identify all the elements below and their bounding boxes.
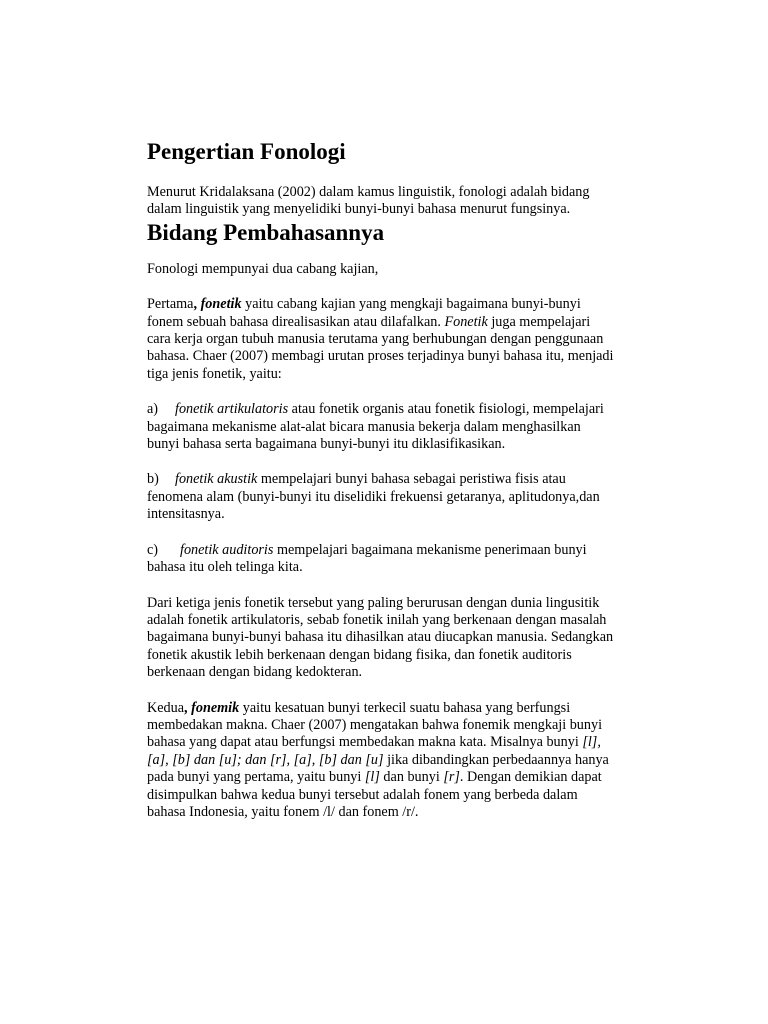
text-line: adalah fonetik artikulatoris, sebab fonetik inilah yang berkenaan dengan masalah — [147, 611, 607, 628]
text-line: cara kerja organ tubuh manusia terutama yang berhubungan dengan penggunaan — [147, 331, 604, 348]
document-body — [147, 138, 667, 821]
paragraph-definition — [147, 184, 667, 219]
list-label: c) — [147, 541, 159, 558]
list-item-a — [147, 401, 667, 453]
text-line: bahasa. Chaer (2007) membagi urutan proses terjadinya bunyi bahasa itu, menjadi — [147, 348, 614, 365]
paragraph-first-fonetik — [147, 296, 667, 383]
text-line: mempelajari bunyi bahasa sebagai peristiwa fisis atau — [257, 471, 566, 488]
list-item-b — [147, 471, 667, 523]
term-fonetik: fonetik — [200, 296, 242, 313]
text-lead: Pertama — [147, 296, 194, 313]
text-line: dalam linguistik yang menyelidiki bunyi-bunyi bahasa menurut fungsinya. — [147, 201, 571, 218]
text-line: . Dengan demikian dapat — [459, 769, 602, 786]
text-line: Menurut Kridalaksana (2002) dalam kamus linguistik, fonologi adalah bidang — [147, 184, 590, 200]
text-line: bagaimana bunyi-bunyi bahasa itu dihasilkan atau diucapkan manusia. Sedangkan — [147, 629, 614, 646]
heading-pengertian-fonologi: Pengertian Fonologi — [147, 139, 346, 164]
text-line: yaitu kesatuan bunyi terkecil suatu bahasa yang berfungsi — [239, 699, 571, 716]
text-line: bagaimana mekanisme alat-alat bicara manusia bekerja dalam menghasilkan — [147, 418, 581, 435]
text-line: berkenaan dengan bidang kedokteran. — [147, 664, 363, 681]
phoneme-example: [a], [b] dan [u]; dan [r], [a], [b] dan [u] — [147, 751, 384, 768]
term-fonetik-auditoris: fonetik auditoris — [180, 541, 274, 558]
text-line: mempelajari bagaimana mekanisme penerimaan bunyi — [273, 541, 587, 558]
text-line: tiga jenis fonetik, yaitu: — [147, 365, 282, 382]
phoneme-example: [r] — [443, 769, 460, 786]
phoneme-example: [l] — [364, 769, 380, 786]
text-line: disimpulkan bahwa kedua bunyi tersebut adalah fonem yang berbeda dalam — [147, 786, 578, 803]
list-label: b) — [147, 471, 159, 488]
text-line: jika dibandingkan perbedaannya hanya — [383, 751, 609, 768]
text-comma: , — [193, 296, 198, 313]
text-line: yaitu cabang kajian yang mengkaji bagaimana bunyi-bunyi — [241, 296, 581, 313]
term-fonetik-italic: Fonetik — [444, 313, 488, 330]
text-comma: , — [184, 699, 188, 716]
text-line: intensitasnya. — [147, 506, 225, 523]
text-line: atau fonetik organis atau fonetik fisiologi, mempelajari — [288, 401, 604, 418]
text-line: membedakan makna. Chaer (2007) mengatakan bahwa fonemik mengkaji bunyi — [147, 716, 603, 733]
paragraph-intro: Fonologi mempunyai dua cabang kajian, — [147, 260, 379, 277]
term-fonetik-artikulatoris: fonetik artikulatoris — [175, 401, 289, 418]
text-line: bahasa yang dapat atau berfungsi membedakan makna kata. Misalnya bunyi — [147, 734, 583, 751]
term-fonetik-akustik: fonetik akustik — [175, 471, 258, 488]
text-line: bahasa itu oleh telinga kita. — [147, 559, 303, 576]
text-line: pada bunyi yang pertama, yaitu bunyi — [147, 769, 365, 786]
list-item-c — [147, 542, 667, 577]
text-line: bunyi bahasa serta bagaimana bunyi-bunyi itu diklasifikasikan. — [147, 436, 506, 453]
text-line: fenomena alam (bunyi-bunyi itu diselidiki frekuensi getaranya, aplitudonya,dan — [147, 488, 600, 505]
text-lead: Kedua — [147, 699, 185, 716]
text-line: fonetik akustik lebih berkenaan dengan bidang fisika, dan fonetik auditoris — [147, 646, 572, 663]
text-line: juga mempelajari — [487, 313, 591, 330]
list-label: a) — [147, 401, 159, 418]
text-line: Dari ketiga jenis fonetik tersebut yang paling berurusan dengan dunia lingusitik — [147, 594, 600, 611]
paragraph-summary — [147, 595, 667, 682]
text-line: fonem sebuah bahasa direalisasikan atau dilafalkan. — [147, 313, 445, 330]
text-line: dan bunyi — [379, 769, 444, 786]
term-fonemik: fonemik — [191, 699, 240, 716]
phoneme-example: [l], — [582, 734, 601, 751]
paragraph-second-fonemik — [147, 700, 667, 822]
heading-bidang-pembahasannya: Bidang Pembahasannya — [147, 219, 385, 245]
text-line: bahasa Indonesia, yaitu fonem /l/ dan fonem /r/. — [147, 803, 419, 820]
